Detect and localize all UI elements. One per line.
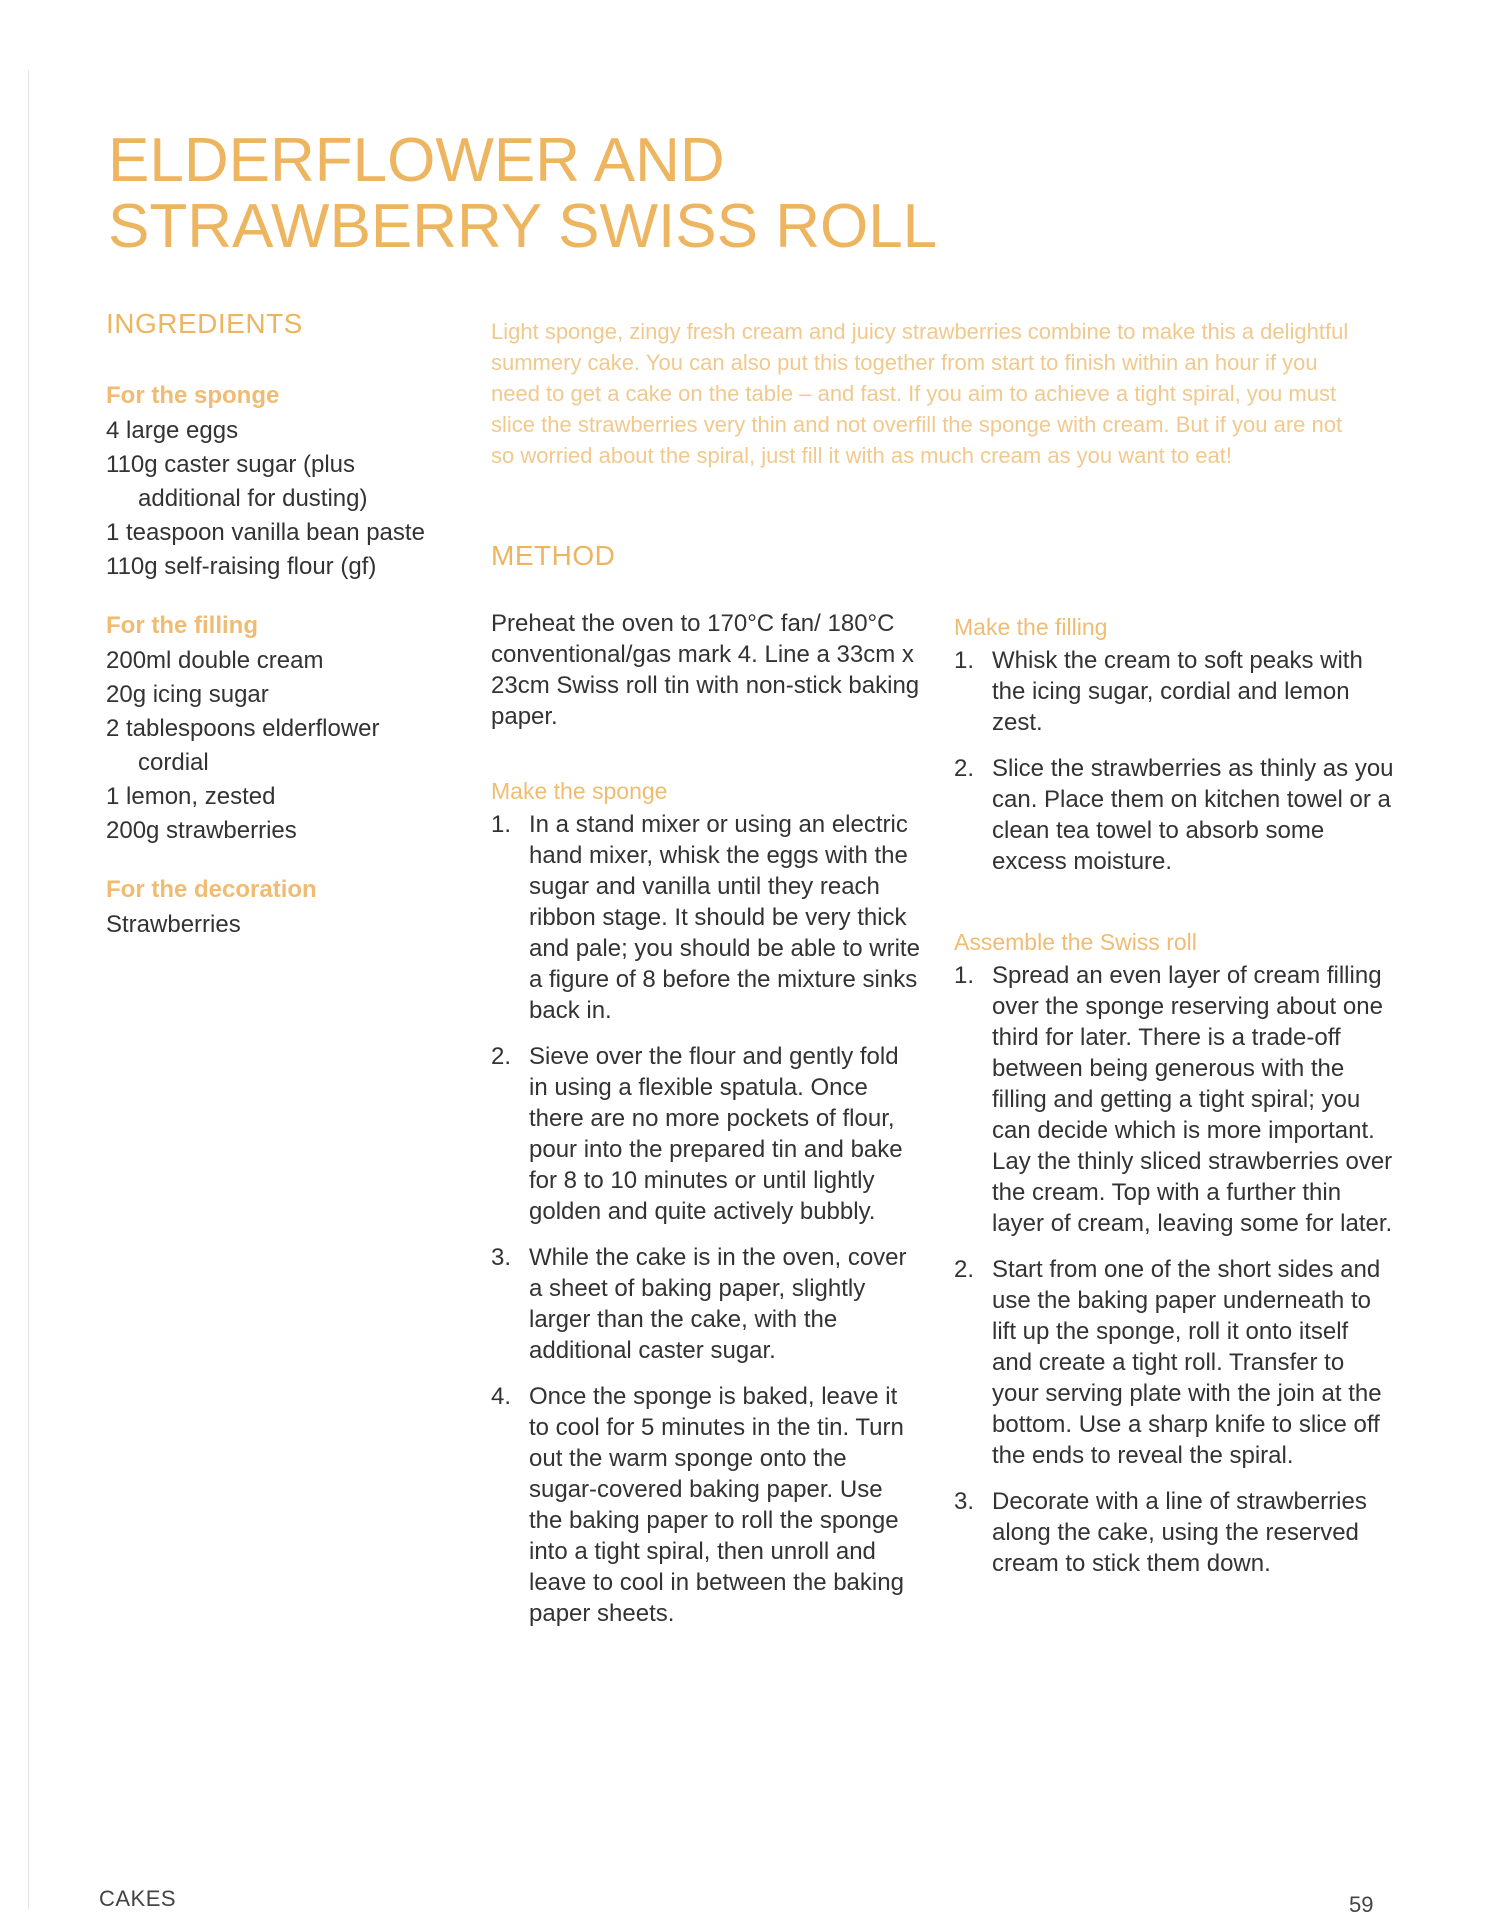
method-step	[491, 1242, 921, 1366]
recipe-title	[108, 128, 1308, 260]
step-text: Sieve over the flour and gently fold in using a flexible spatula. Once there are no more pockets of flour, pour into the prepared tin and bake for 8 to 10 minutes or until lightly golden and quite actively bubbly.	[529, 1043, 903, 1225]
ingredient-group-title: For the decoration	[106, 876, 317, 903]
ingredient-item: 110g caster sugar (plus additional for dusting)	[106, 451, 368, 512]
step-text: In a stand mixer or using an electric hand mixer, whisk the eggs with the sugar and vanilla until they reach ribbon stage. It should be very thick and pale; you should be able to write a figure of 8 before the mixture sinks back in.	[529, 811, 920, 1024]
step-text: Decorate with a line of strawberries along the cake, using the reserved cream to stick them down.	[992, 1488, 1367, 1577]
method-section-title: Assemble the Swiss roll	[954, 929, 1197, 955]
method-heading: METHOD	[491, 540, 616, 571]
ingredient-item: 20g icing sugar	[106, 681, 269, 708]
method-step	[491, 809, 921, 1026]
method-step	[954, 753, 1394, 877]
step-text: Once the sponge is baked, leave it to cool for 5 minutes in the tin. Turn out the warm sponge onto the sugar-covered baking paper. Use the baking paper to roll the sponge into a tight spiral, then unroll and leave to cool in between the baking paper sheets.	[529, 1383, 904, 1627]
step-text: Whisk the cream to soft peaks with the icing sugar, cordial and lemon zest.	[992, 647, 1363, 736]
ingredient-item: 110g self-raising flour (gf)	[106, 553, 377, 580]
ingredient-list	[106, 908, 426, 942]
method-steps-sponge	[491, 809, 921, 1629]
method-step	[954, 645, 1394, 738]
ingredient-item: Strawberries	[106, 911, 241, 938]
step-number: 1.	[491, 811, 512, 838]
ingredient-item: 4 large eggs	[106, 417, 239, 444]
method-step	[491, 1041, 921, 1227]
method-steps-assemble	[954, 960, 1394, 1579]
recipe-intro: Light sponge, zingy fresh cream and juicy strawberries combine to make this a delightful summery cake. You can also put this together from start to finish within an hour if you need to get a cake on the table – and fast. If you aim to achieve a tight spiral, you must slice the strawberries very thin and not overfill the sponge with cream. But if you are not so worried about the spiral, just fill it with as much cream as you want to eat!	[491, 319, 1349, 468]
step-number: 2.	[954, 1256, 975, 1283]
preheat-instruction: Preheat the oven to 170°C fan/ 180°C conventional/gas mark 4. Line a 33cm x 23cm Swiss roll tin with non-stick baking paper.	[491, 610, 920, 730]
method-step	[954, 1486, 1394, 1579]
method-step	[491, 1381, 921, 1629]
ingredient-list	[106, 644, 426, 848]
page-margin-line	[28, 70, 29, 1910]
method-column-left	[491, 608, 921, 1679]
ingredient-item: 1 teaspoon vanilla bean paste	[106, 519, 425, 546]
ingredient-item: 1 lemon, zested	[106, 783, 276, 810]
recipe-title-line-2: STRAWBERRY SWISS ROLL	[108, 192, 938, 261]
method-steps-filling	[954, 645, 1394, 877]
step-text: While the cake is in the oven, cover a sheet of baking paper, slightly larger than the cake, with the additional caster sugar.	[529, 1244, 907, 1364]
method-section-title: Make the sponge	[491, 778, 668, 804]
step-number: 4.	[491, 1383, 512, 1410]
ingredient-item: 200g strawberries	[106, 817, 297, 844]
method-step	[954, 960, 1394, 1239]
ingredient-item: 2 tablespoons elderflower cordial	[106, 715, 380, 776]
ingredient-group-sponge	[106, 382, 426, 584]
recipe-title-line-1: ELDERFLOWER AND	[108, 126, 725, 195]
step-number: 1.	[954, 962, 975, 989]
footer-section-label: CAKES	[99, 1886, 177, 1911]
method-column-right	[954, 612, 1394, 1629]
step-text: Slice the strawberries as thinly as you can. Place them on kitchen towel or a clean tea towel to absorb some excess moisture.	[992, 755, 1394, 875]
step-number: 3.	[954, 1488, 975, 1515]
method-step	[954, 1254, 1394, 1471]
ingredients-column	[106, 308, 426, 970]
step-number: 1.	[954, 647, 975, 674]
step-text: Spread an even layer of cream filling over the sponge reserving about one third for later. There is a trade-off between being generous with the filling and getting a tight spiral; you can decide which is more important. Lay the thinly sliced strawberries over the cream. Top with a further thin layer of cream, leaving some for later.	[992, 962, 1393, 1237]
ingredient-group-decoration	[106, 876, 426, 942]
ingredients-heading: INGREDIENTS	[106, 308, 303, 339]
ingredient-group-filling	[106, 612, 426, 848]
ingredient-group-title: For the sponge	[106, 382, 280, 409]
step-number: 2.	[491, 1043, 512, 1070]
method-section-title: Make the filling	[954, 614, 1108, 640]
ingredient-group-title: For the filling	[106, 612, 258, 639]
ingredient-list	[106, 414, 426, 584]
page-number: 59	[1349, 1892, 1374, 1917]
step-number: 3.	[491, 1244, 512, 1271]
step-number: 2.	[954, 755, 975, 782]
ingredient-item: 200ml double cream	[106, 647, 324, 674]
step-text: Start from one of the short sides and use the baking paper underneath to lift up the sponge, roll it onto itself and create a tight roll. Transfer to your serving plate with the join at the bottom. Use a sharp knife to slice off the ends to reveal the spiral.	[992, 1256, 1382, 1469]
